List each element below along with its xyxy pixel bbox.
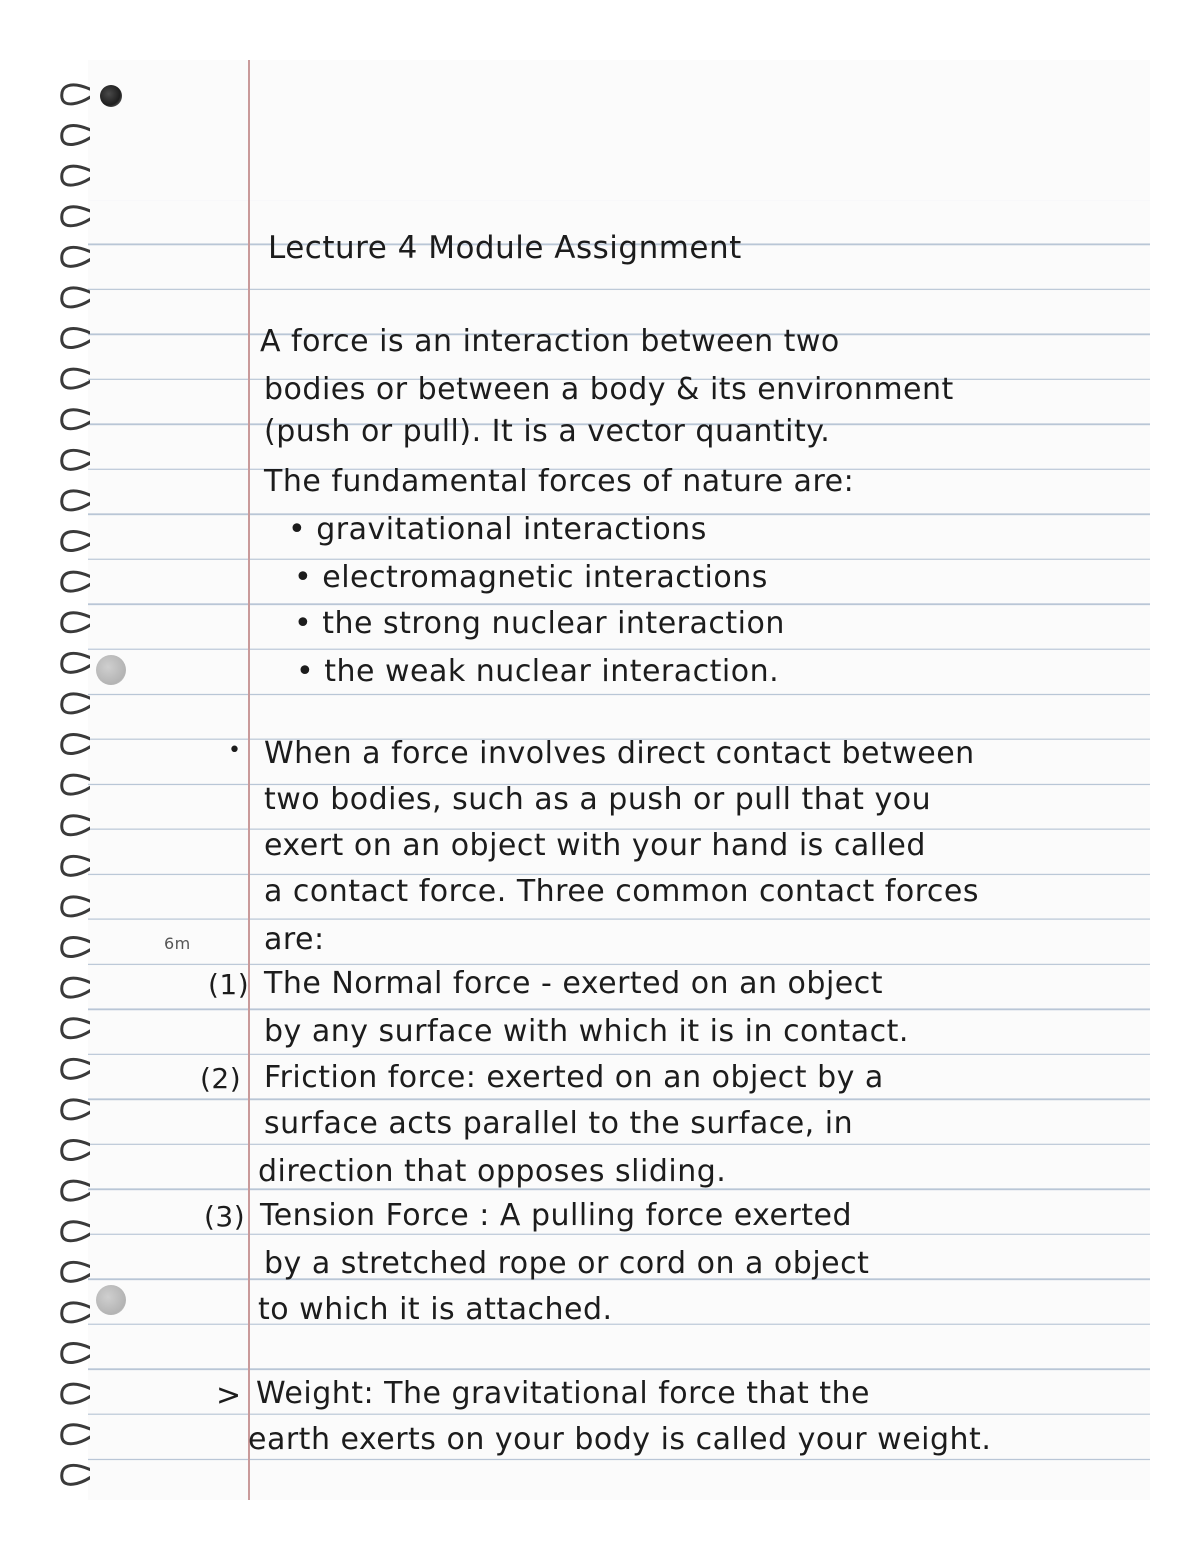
paragraph-line: Weight: The gravitational force that the	[256, 1376, 870, 1411]
spiral-coil	[62, 1384, 90, 1403]
list-number: (2)	[200, 1062, 242, 1095]
spiral-coil	[62, 166, 90, 185]
notebook-page	[88, 60, 1150, 1500]
spiral-coil	[62, 207, 90, 226]
spiral-coil	[62, 126, 90, 145]
spiral-coil	[62, 856, 90, 875]
paragraph-line: two bodies, such as a push or pull that you	[264, 782, 932, 817]
spiral-coil	[62, 653, 90, 672]
bullet-dot: •	[228, 738, 242, 763]
spiral-binding	[88, 70, 138, 1490]
spiral-coil	[62, 1262, 90, 1281]
spiral-coil	[62, 1344, 90, 1363]
spiral-coil	[62, 735, 90, 754]
spiral-coil	[62, 85, 90, 104]
spiral-coil	[62, 978, 90, 997]
paragraph-line: (push or pull). It is a vector quantity.	[264, 414, 831, 449]
spiral-coil	[62, 1100, 90, 1119]
paragraph-line: exert on an object with your hand is called	[264, 828, 926, 863]
paragraph-line: The fundamental forces of nature are:	[264, 464, 855, 499]
spiral-coil	[62, 410, 90, 429]
spiral-wire	[0, 60, 90, 1500]
list-item: • electromagnetic interactions	[294, 560, 768, 595]
margin-line	[248, 60, 250, 1500]
spiral-coil	[62, 288, 90, 307]
spiral-coil	[62, 938, 90, 957]
list-item: by any surface with which it is in contact.	[264, 1014, 909, 1049]
binding-hole	[96, 1285, 126, 1315]
list-item: • the strong nuclear interaction	[294, 606, 785, 641]
list-item: surface acts parallel to the surface, in	[264, 1106, 854, 1141]
spiral-coil	[62, 1222, 90, 1241]
page-title: Lecture 4 Module Assignment	[268, 230, 742, 266]
spiral-coil	[62, 1181, 90, 1200]
list-item: direction that opposes sliding.	[258, 1154, 727, 1189]
spiral-coil	[62, 1019, 90, 1038]
paragraph-line: are:	[264, 922, 325, 957]
spiral-coil	[62, 532, 90, 551]
spiral-coil	[62, 572, 90, 591]
spiral-coil	[62, 329, 90, 348]
spiral-coil	[62, 897, 90, 916]
paragraph-line: a contact force. Three common contact forces	[264, 874, 979, 909]
binding-hole	[96, 655, 126, 685]
list-item: Friction force: exerted on an object by a	[264, 1060, 884, 1095]
paragraph-line: A force is an interaction between two	[260, 324, 840, 359]
spiral-coil	[62, 694, 90, 713]
spiral-coil	[62, 491, 90, 510]
paragraph-line: earth exerts on your body is called your weight.	[248, 1422, 992, 1457]
list-item: The Normal force - exerted on an object	[264, 966, 883, 1001]
spiral-coil	[62, 1059, 90, 1078]
side-note: 6m	[164, 934, 191, 953]
spiral-coil	[62, 247, 90, 266]
spiral-coil	[62, 775, 90, 794]
weight-marker: >	[216, 1378, 242, 1413]
list-item: to which it is attached.	[258, 1292, 613, 1327]
paragraph-line: When a force involves direct contact between	[264, 736, 975, 771]
spiral-coil	[62, 613, 90, 632]
list-number: (3)	[204, 1200, 246, 1233]
binding-hole	[100, 85, 122, 107]
list-item: Tension Force : A pulling force exerted	[260, 1198, 853, 1233]
spiral-coil	[62, 1141, 90, 1160]
spiral-coil	[62, 1425, 90, 1444]
spiral-coil	[62, 1303, 90, 1322]
spiral-coil	[62, 816, 90, 835]
list-number: (1)	[208, 968, 250, 1001]
paragraph-line: bodies or between a body & its environment	[264, 372, 954, 407]
list-item: • the weak nuclear interaction.	[296, 654, 780, 689]
list-item: by a stretched rope or cord on a object	[264, 1246, 870, 1281]
spiral-coil	[62, 450, 90, 469]
spiral-coil	[62, 1465, 90, 1484]
list-item: • gravitational interactions	[288, 512, 707, 547]
spiral-coil	[62, 369, 90, 388]
